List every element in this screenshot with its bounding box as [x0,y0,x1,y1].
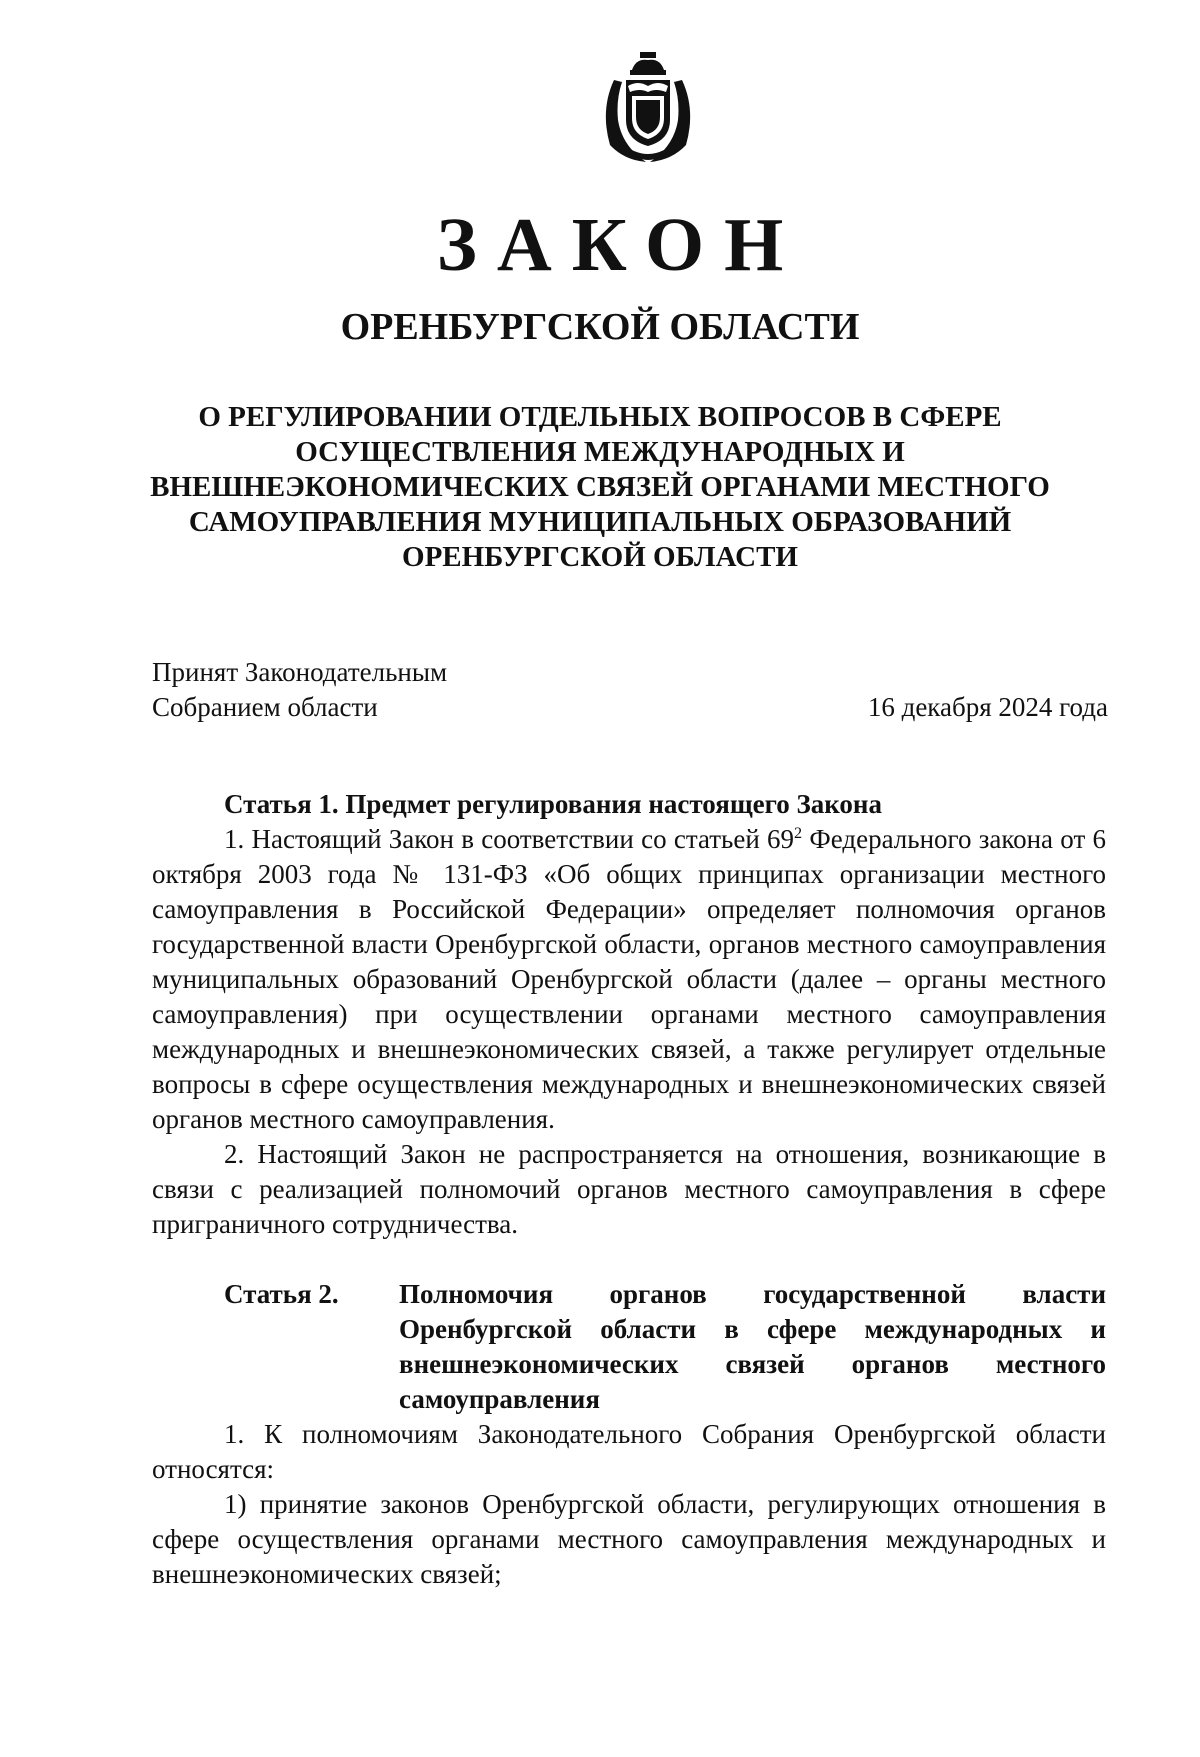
article-1-paragraph-1-start: 1. Настоящий Закон в соответствии со статьей 69 [224,824,795,854]
article-1-heading: Статья 1. Предмет регулирования настоящего Закона [224,789,882,819]
article-1-paragraph-1 [152,822,1106,1137]
article-2-label: Статья 2. [224,1279,339,1309]
document-title: ЗАКОН [436,203,804,287]
article-2-heading [152,1277,1106,1417]
article-2-item-1: 1) принятие законов Оренбургской области, регулирующих отношения в сфере осуществления органами местного самоуправления международных и внешнеэкономических связей; [152,1489,1106,1589]
article-2-heading-text: Полномочия органов государственной власти Оренбургской области в сфере международных и внешнеэкономических связей органов местного самоуправления [399,1279,1106,1414]
article-1-paragraph-2: 2. Настоящий Закон не распространяется на отношения, возникающие в связи с реализацией полномочий органов местного самоуправления в сфере приграничного сотрудничества. [152,1139,1106,1239]
adoption-authority [152,655,447,725]
superscript: 2 [794,824,803,842]
document-body [152,787,1106,1592]
adoption-line-2: Собранием области [152,692,378,722]
adoption-line-1: Принят Законодательным [152,657,448,687]
orenburg-coat-of-arms-icon [596,50,700,166]
law-name: О РЕГУЛИРОВАНИИ ОТДЕЛЬНЫХ ВОПРОСОВ В СФЕРЕ ОСУЩЕСТВЛЕНИЯ МЕЖДУНАРОДНЫХ И ВНЕШНЕЭКОНОМИЧЕСКИХ СВЯЗЕЙ ОРГАНАМИ МЕСТНОГО САМОУПРАВЛЕНИЯ МУНИЦИПАЛЬНЫХ ОБРАЗОВАНИЙ ОРЕНБУРГСКОЙ ОБЛАСТИ [150,401,1050,573]
document-subtitle: ОРЕНБУРГСКОЙ ОБЛАСТИ [340,306,860,348]
article-2-paragraph-1: 1. К полномочиям Законодательного Собрания Оренбургской области относятся: [152,1419,1106,1484]
article-1-paragraph-1-rest: Федерального закона от 6 октября 2003 года № 131-ФЗ «Об общих принципах организации местного самоуправления в Российской Федерации» определяет полномочия органов государственной власти Оренбургской области, органов местного самоуправления муниципальных образований Оренбургской области (далее – органы местного самоуправления) при осуществлении органами местного самоуправления международных и внешнеэкономических связей, а также регулирует отдельные вопросы в сфере осуществления международных и внешнеэкономических связей органов местного самоуправления. [152,824,1107,1134]
adoption-date: 16 декабря 2024 года [867,692,1108,722]
